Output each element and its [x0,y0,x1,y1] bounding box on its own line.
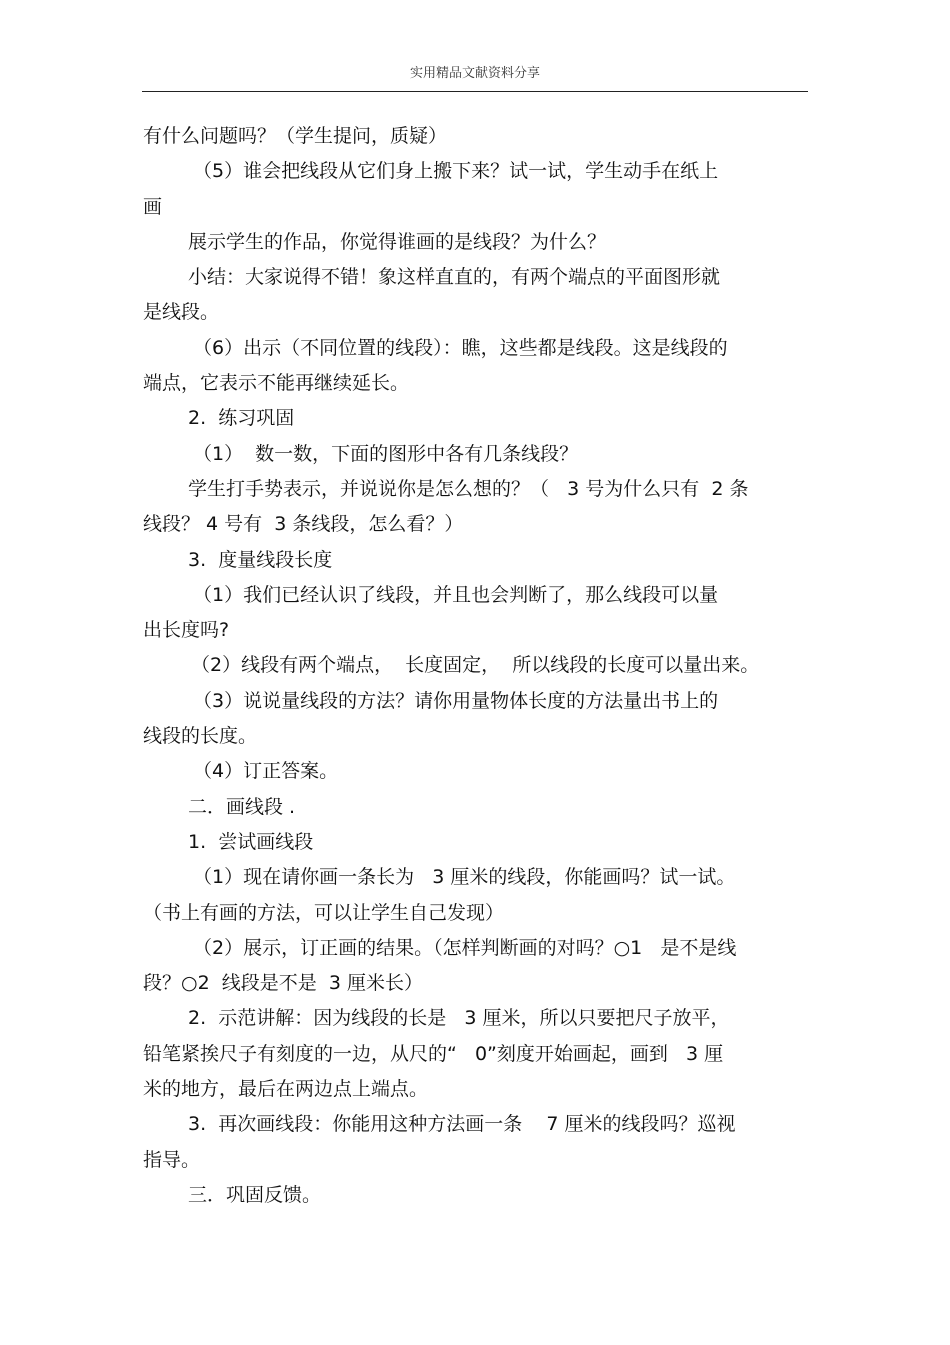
text-line: 端点，它表示不能再继续延长。 [143,372,410,395]
text-line: （4）订正答案。 [193,760,339,783]
text-line: 展示学生的作品，你觉得谁画的是线段？为什么？ [188,230,607,253]
text-line: （1）现在请你画一条长为 3 厘米的线段，你能画吗？试一试。 [193,866,736,889]
text-line: （2）展示，订正画的结果。（怎样判断画的对吗？○1 是不是线 [193,936,737,959]
text-line: （1） 数一数，下面的图形中各有几条线段？ [193,442,579,465]
text-line: 段？○2 线段是不是 3 厘米长） [143,972,423,995]
text-line: 1. 尝试画线段 [188,830,314,853]
text-line: （6）出示（不同位置的线段）：瞧，这些都是线段。这是线段的 [193,336,728,359]
document-body [143,119,813,1213]
text-line: 二．画线段 . [188,795,296,818]
header-divider [142,91,808,92]
text-line: 画 [143,195,163,218]
text-line: 是线段。 [143,301,220,324]
text-line: 出长度吗? [143,619,230,642]
text-line: （书上有画的方法，可以让学生自己发现） [143,901,505,924]
text-line: 铅笔紧挨尺子有刻度的一边，从尺的“ 0”刻度开始画起，画到 3 厘 [143,1042,724,1065]
text-line: 有什么问题吗？（学生提问，质疑） [143,125,448,147]
text-line: （1）我们已经认识了线段，并且也会判断了，那么线段可以量 [193,583,719,606]
text-line: 2. 示范讲解：因为线段的长是 3 厘米，所以只要把尺子放平， [188,1007,730,1030]
text-line: 3. 度量线段长度 [188,548,333,571]
text-line: 3. 再次画线段：你能用这种方法画一条 7 厘米的线段吗？巡视 [188,1113,736,1136]
text-line: 小结：大家说得不错！象这样直直的，有两个端点的平面图形就 [188,266,721,289]
text-line: 米的地方，最后在两边点上端点。 [143,1078,429,1101]
text-line: 2. 练习巩固 [188,407,295,430]
text-line: 线段？ 4 号有 3 条线段，怎么看？） [143,513,464,536]
text-line: 指导。 [143,1148,201,1171]
page-header: 实用精品文献资料分享 [409,66,540,81]
text-line: （2）线段有两个端点， 长度固定， 所以线段的长度可以量出来。 [191,654,760,677]
text-line: （3）说说量线段的方法？请你用量物体长度的方法量出书上的 [193,689,719,712]
text-line: （5）谁会把线段从它们身上搬下来？试一试，学生动手在纸上 [193,160,719,183]
text-line: 学生打手势表示，并说说你是怎么想的？（ 3 号为什么只有 2 条 [188,477,749,500]
text-line: 线段的长度。 [143,725,258,748]
text-line: 三．巩固反馈。 [188,1183,322,1206]
